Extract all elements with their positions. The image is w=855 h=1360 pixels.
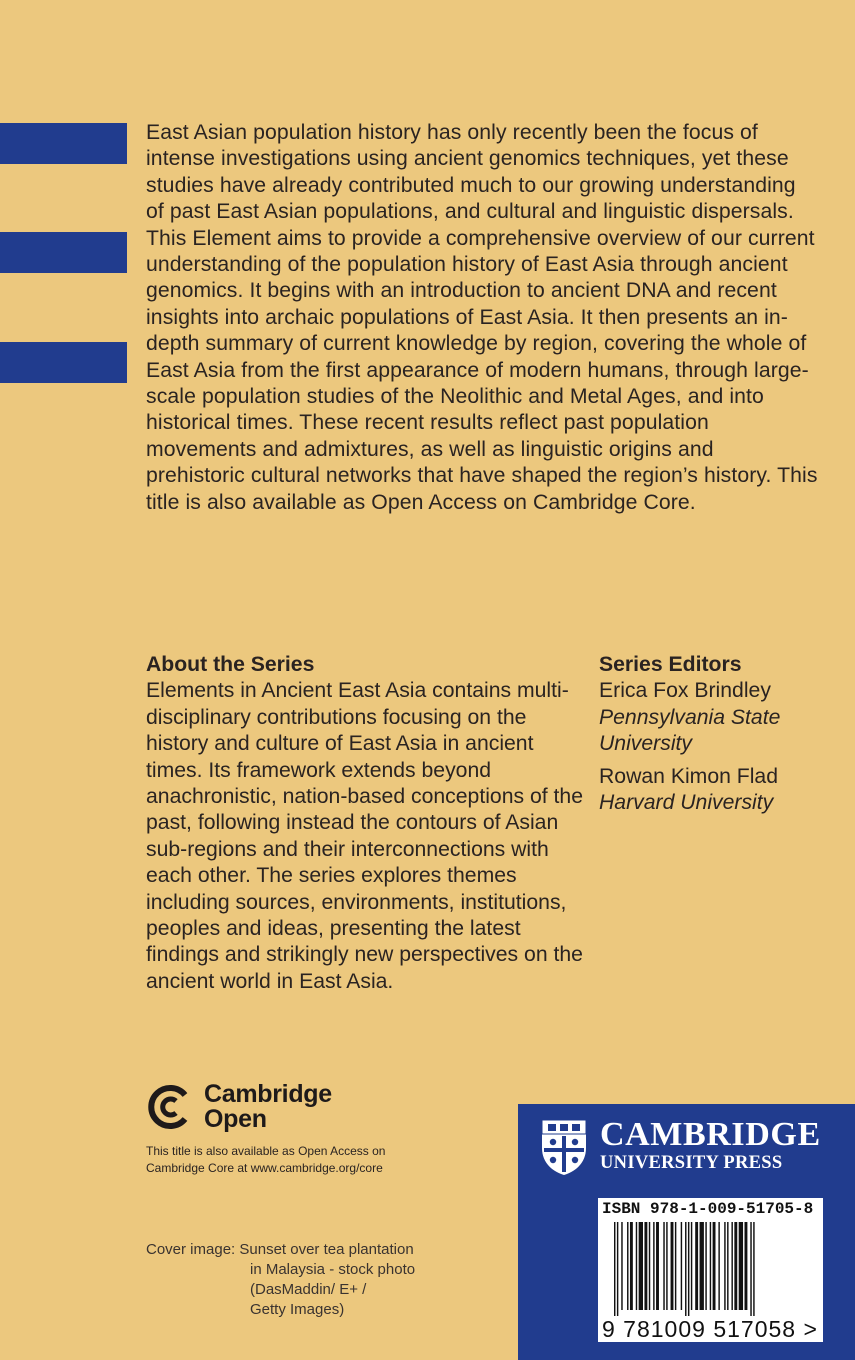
publisher-panel: [518, 1104, 855, 1360]
cup-wordmark: [600, 1118, 821, 1174]
barcode-bar: [745, 1222, 748, 1310]
barcode-bar: [681, 1222, 682, 1310]
barcode-bar: [653, 1222, 654, 1310]
about-series-heading: About the Series: [146, 653, 315, 676]
cover-image-credit: [146, 1240, 415, 1320]
university-crest-icon: [540, 1118, 588, 1176]
barcode-bar: [617, 1222, 618, 1316]
decor-bar-3: [0, 342, 127, 383]
cup-line2: UNIVERSITY PRESS: [600, 1153, 783, 1173]
cover-credit-line1: Sunset over tea plantation: [239, 1241, 414, 1258]
isbn-barcode-box: [598, 1198, 823, 1342]
cambridge-open-wordmark: [204, 1082, 332, 1132]
editor-entry: [599, 764, 829, 817]
barcode-bar: [713, 1222, 716, 1310]
barcode-bar: [700, 1222, 704, 1310]
cambridge-university-press-logo: [540, 1118, 821, 1176]
barcode-bar: [718, 1222, 719, 1310]
cover-credit-line4: Getty Images): [250, 1301, 345, 1318]
decor-bar-2: [0, 232, 127, 273]
cambridge-open-logo: [146, 1082, 446, 1132]
barcode-bar: [636, 1222, 637, 1310]
barcode-bar: [750, 1222, 751, 1316]
barcode-bar: [639, 1222, 643, 1310]
barcode-bar: [753, 1222, 754, 1316]
barcode-bar: [739, 1222, 743, 1310]
barcode-bar: [710, 1222, 711, 1310]
isbn-number: 9 781009 517058 >: [602, 1316, 818, 1342]
cambridge-open-line2: Open: [204, 1105, 267, 1133]
cup-line1: CAMBRIDGE: [600, 1116, 821, 1153]
cover-credit-label: Cover image:: [146, 1241, 236, 1258]
barcode-bar: [656, 1222, 659, 1310]
barcode-bar: [731, 1222, 732, 1310]
barcode-bar: [630, 1222, 633, 1310]
series-editors-section: [599, 652, 829, 816]
cover-credit-line3: (DasMaddin/ E+ /: [250, 1281, 367, 1298]
editor-affiliation: Pennsylvania State University: [599, 705, 781, 756]
editor-affiliation: Harvard University: [599, 791, 774, 815]
barcode-bar: [691, 1222, 692, 1310]
about-series-text: Elements in Ancient East Asia contains multi-disciplinary contributions focusing on the history and culture of East Asia in ancient times. Its framework extends beyond anachronistic, nation-based conceptions of the past, following instead the contours of Asian sub-regions and their interconnections with each other. The series explores themes including sources, environments, institutions, peoples and ideas, presenting the latest findings and strikingly new perspectives on the ancient world in East Asia.: [146, 679, 583, 993]
barcode: [614, 1222, 810, 1316]
editor-name: Rowan Kimon Flad: [599, 764, 778, 788]
barcode-bar: [644, 1222, 647, 1310]
barcode-bar: [621, 1222, 622, 1310]
barcode-bar: [627, 1222, 628, 1310]
barcode-bar: [685, 1222, 686, 1316]
decor-bar-1: [0, 123, 127, 164]
barcode-bar: [734, 1222, 737, 1310]
about-series-section: [146, 652, 586, 995]
barcode-bar: [724, 1222, 725, 1310]
open-access-c-icon: [146, 1084, 192, 1130]
barcode-bar: [705, 1222, 706, 1310]
barcode-bar: [671, 1222, 674, 1310]
barcode-bar: [695, 1222, 698, 1310]
barcode-bar: [663, 1222, 664, 1310]
barcode-bar: [688, 1222, 689, 1316]
barcode-bar: [649, 1222, 650, 1310]
cambridge-open-block: [146, 1082, 446, 1177]
cover-credit-line2: in Malaysia - stock photo: [250, 1261, 416, 1278]
barcode-bar: [614, 1222, 615, 1316]
isbn-label: ISBN 978-1-009-51705-8: [602, 1200, 814, 1218]
editor-entry: [599, 678, 829, 757]
barcode-bar: [727, 1222, 728, 1310]
book-blurb: East Asian population history has only recently been the focus of intense investigations using ancient genomics techniques, yet these studies have already contributed much to our growing understanding of past East Asian populations, and cultural and linguistic dispersals. This Element aims to provide a comprehensive overview of our current understanding of the population history of East Asia through ancient genomics. It begins with an introduction to ancient DNA and recent insights into archaic populations of East Asia. It then presents an in-depth summary of current knowledge by region, covering the whole of East Asia from the first appearance of modern humans, through large-scale population studies of the Neolithic and Metal Ages, and into historical times. These recent results reflect past population movements and admixtures, as well as linguistic origins and prehistoric cultural networks that have shaped the region’s history. This title is also available as Open Access on Cambridge Core.: [146, 121, 818, 514]
barcode-bar: [666, 1222, 667, 1310]
editor-name: Erica Fox Brindley: [599, 679, 771, 703]
open-access-note: This title is also available as Open Access on Cambridge Core at www.cambridge.org/core: [146, 1144, 386, 1175]
cambridge-open-line1: Cambridge: [204, 1080, 332, 1108]
barcode-bar: [675, 1222, 676, 1310]
series-editors-heading: Series Editors: [599, 653, 742, 676]
